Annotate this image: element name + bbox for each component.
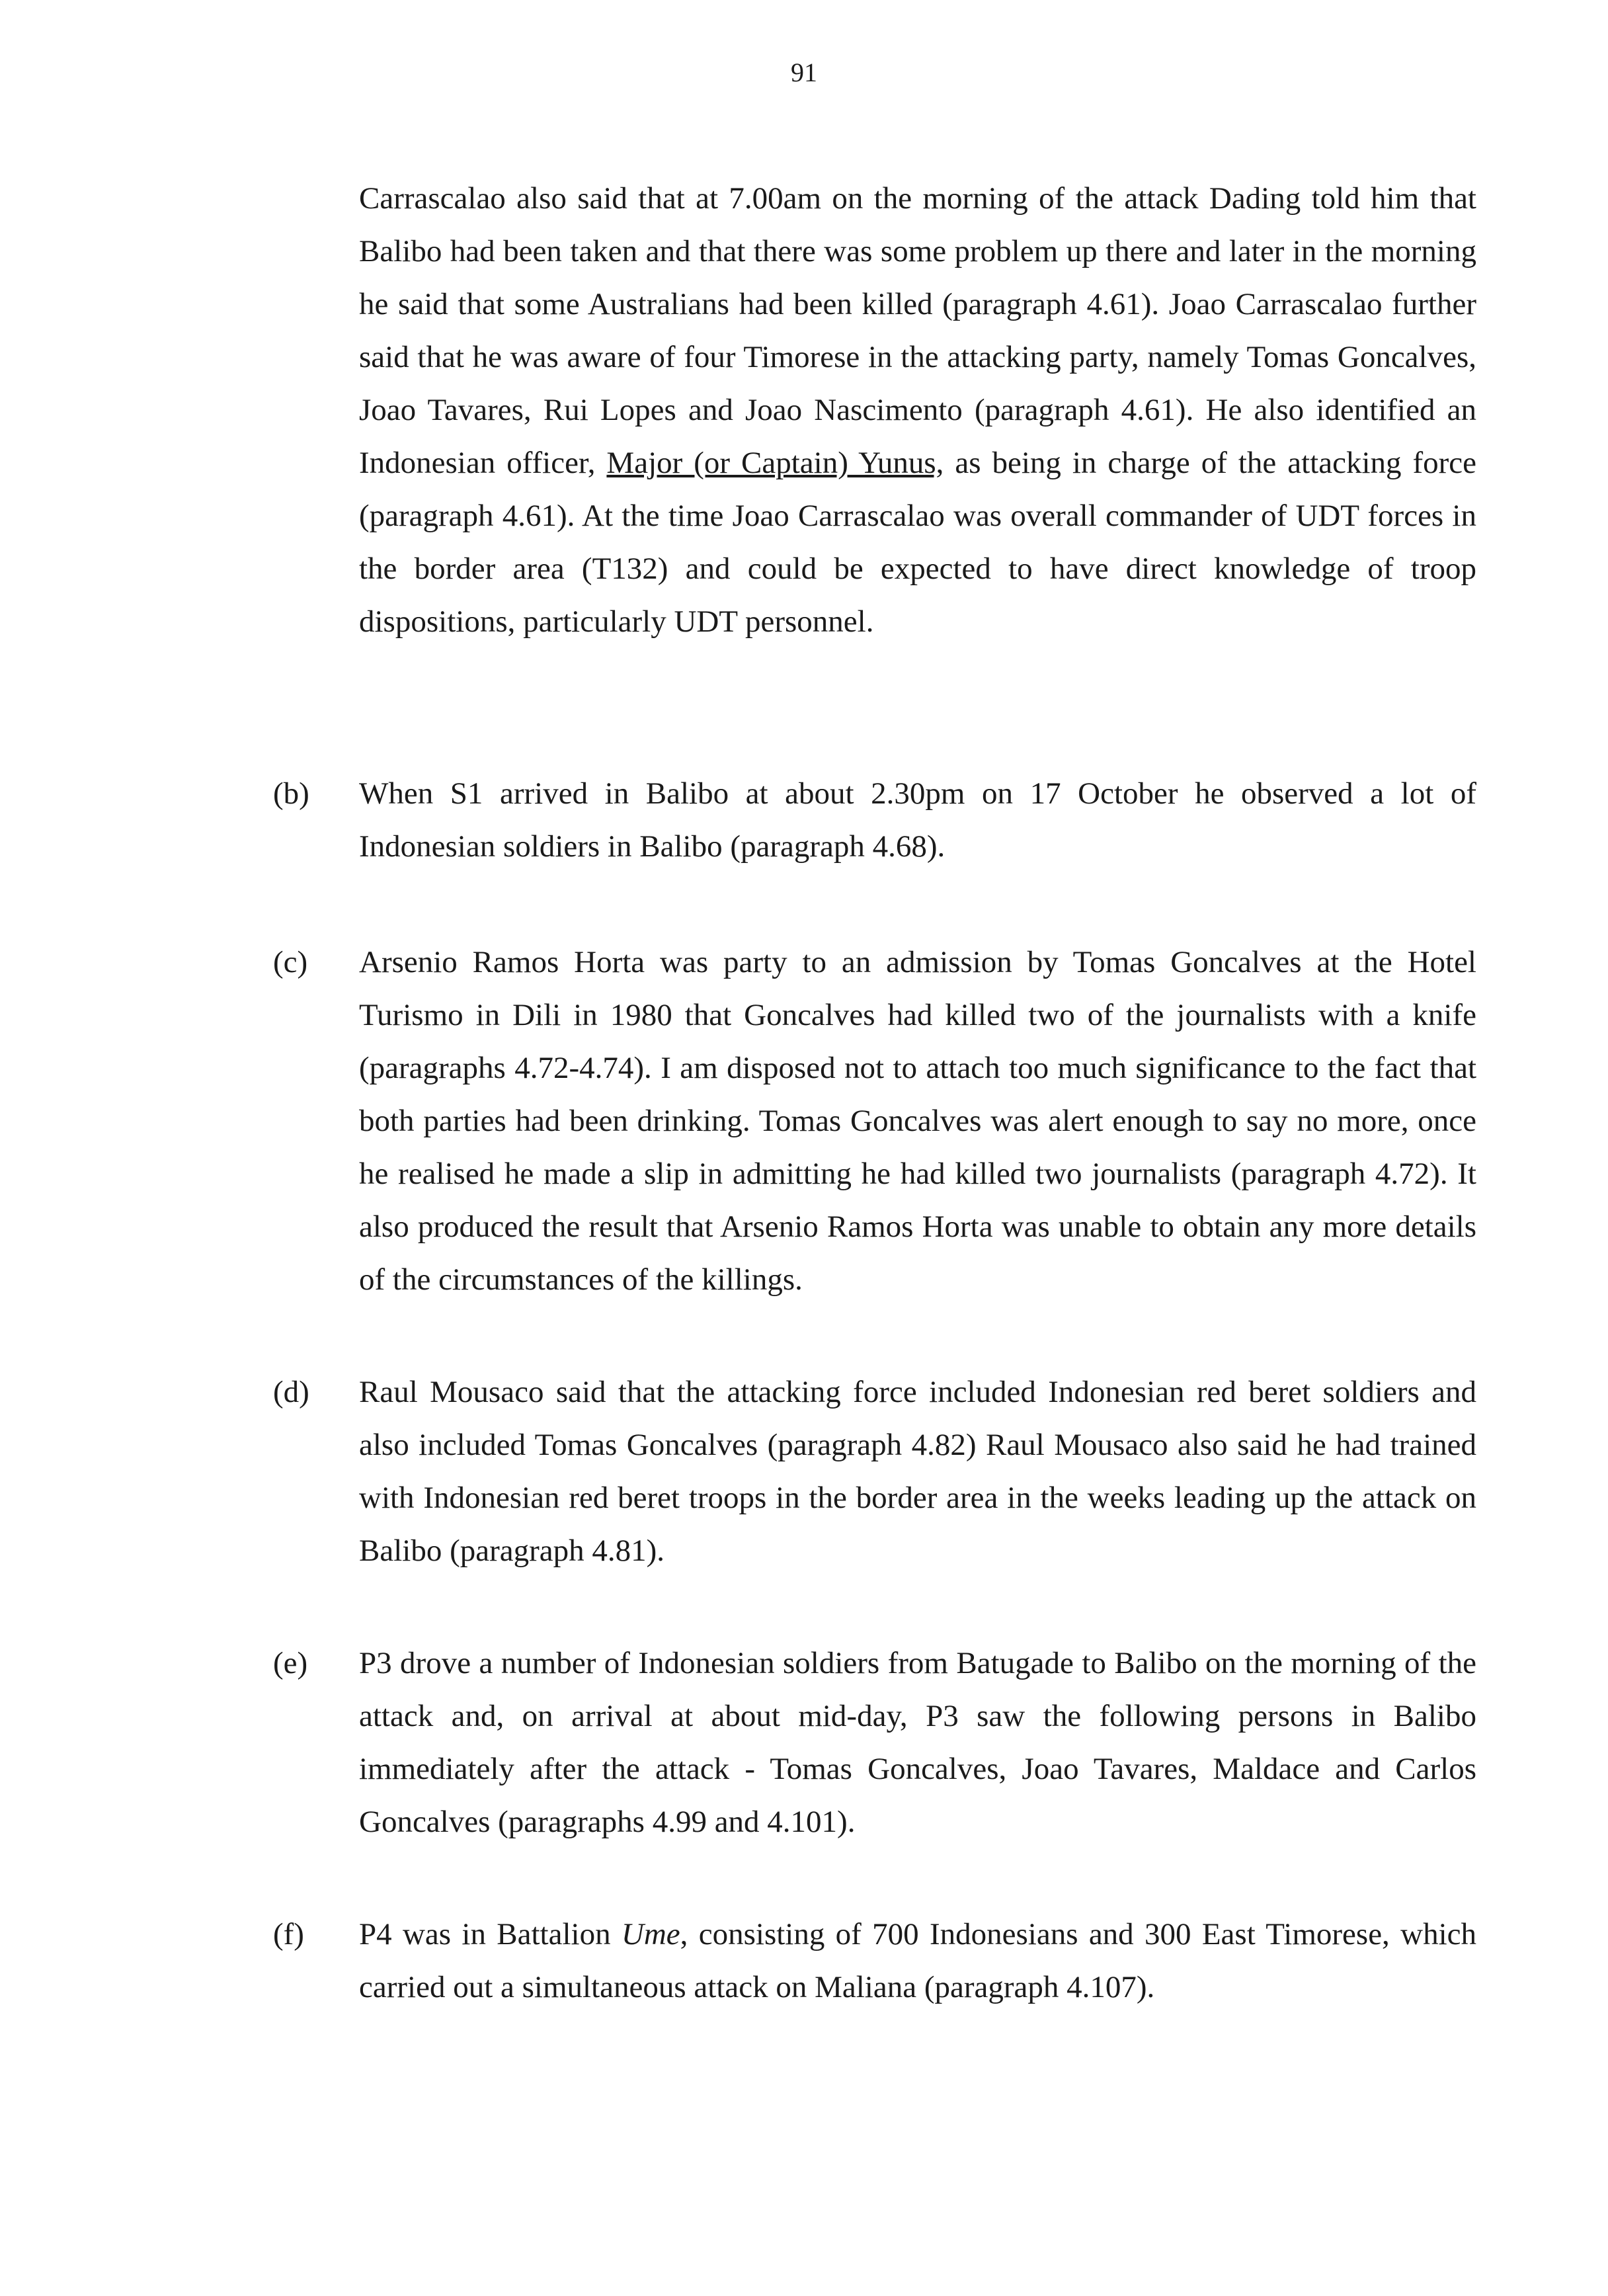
item-text: When S1 arrived in Balibo at about 2.30pm on 17 October he observed a lot of Indonesian soldiers in Balibo (paragraph 4.68).: [359, 776, 1476, 864]
battalion-name: Ume: [621, 1917, 680, 1951]
item-text-after: , consisting of 700 Indonesians and 300 East Timorese, which carried out a simultaneous attack on Maliana (paragraph 4.107).: [359, 1917, 1476, 2004]
intro-text-part1: Carrascalao also said that at 7.00am on the morning of the attack Dading told him that Balibo had been taken and that there was some problem up there and later in the morning he said that some Australians had been killed (paragraph 4.61). Joao Carrascalao further said that he was aware of four Timorese in the attacking party, namely Tomas Goncalves, Joao Tavares, Rui Lopes and Joao Nascimento (paragraph 4.61). He also identified an Indonesian officer,: [359, 181, 1476, 480]
item-label: (b): [273, 776, 309, 811]
item-text: Arsenio Ramos Horta was party to an admission by Tomas Goncalves at the Hotel Turismo in Dili in 1980 that Goncalves had killed two of the journalists with a knife (paragraphs 4.72-4.74). I am disposed not to attach too much significance to the fact that both parties had been drinking. Tomas Goncalves was alert enough to say no more, once he realised he made a slip in admitting he had killed two journalists (paragraph 4.72). It also produced the result that Arsenio Ramos Horta was unable to obtain any more details of the circumstances of the killings.: [359, 945, 1476, 1297]
item-text-before: P4 was in Battalion: [359, 1917, 622, 1951]
item-label: (e): [273, 1646, 308, 1680]
item-text: Raul Mousaco said that the attacking force included Indonesian red beret soldiers and also included Tomas Goncalves (paragraph 4.82) Raul Mousaco also said he had trained with Indonesian red beret troops in the border area in the weeks leading up the attack on Balibo (paragraph 4.81).: [359, 1375, 1476, 1568]
item-label: (d): [273, 1375, 309, 1409]
underlined-officer-name: Major (or Captain) Yunus,: [606, 446, 944, 480]
page-number: 91: [791, 58, 817, 87]
intro-paragraph: [359, 172, 1476, 648]
item-text: P3 drove a number of Indonesian soldiers from Batugade to Balibo on the morning of the attack and, on arrival at about mid-day, P3 saw the following persons in Balibo immediately after the attack - Tomas Goncalves, Joao Tavares, Maldace and Carlos Goncalves (paragraphs 4.99 and 4.101).: [359, 1646, 1476, 1839]
item-label: (f): [273, 1917, 304, 1951]
item-text: [359, 1908, 1476, 2014]
intro-text-part2: as being in charge of the attacking force (paragraph 4.61). At the time Joao Carrascalao was overall commander of UDT forces in the border area (T132) and could be expected to have direct knowledge of troop dispositions, particularly UDT personnel.: [359, 446, 1476, 639]
item-label: (c): [273, 945, 308, 979]
